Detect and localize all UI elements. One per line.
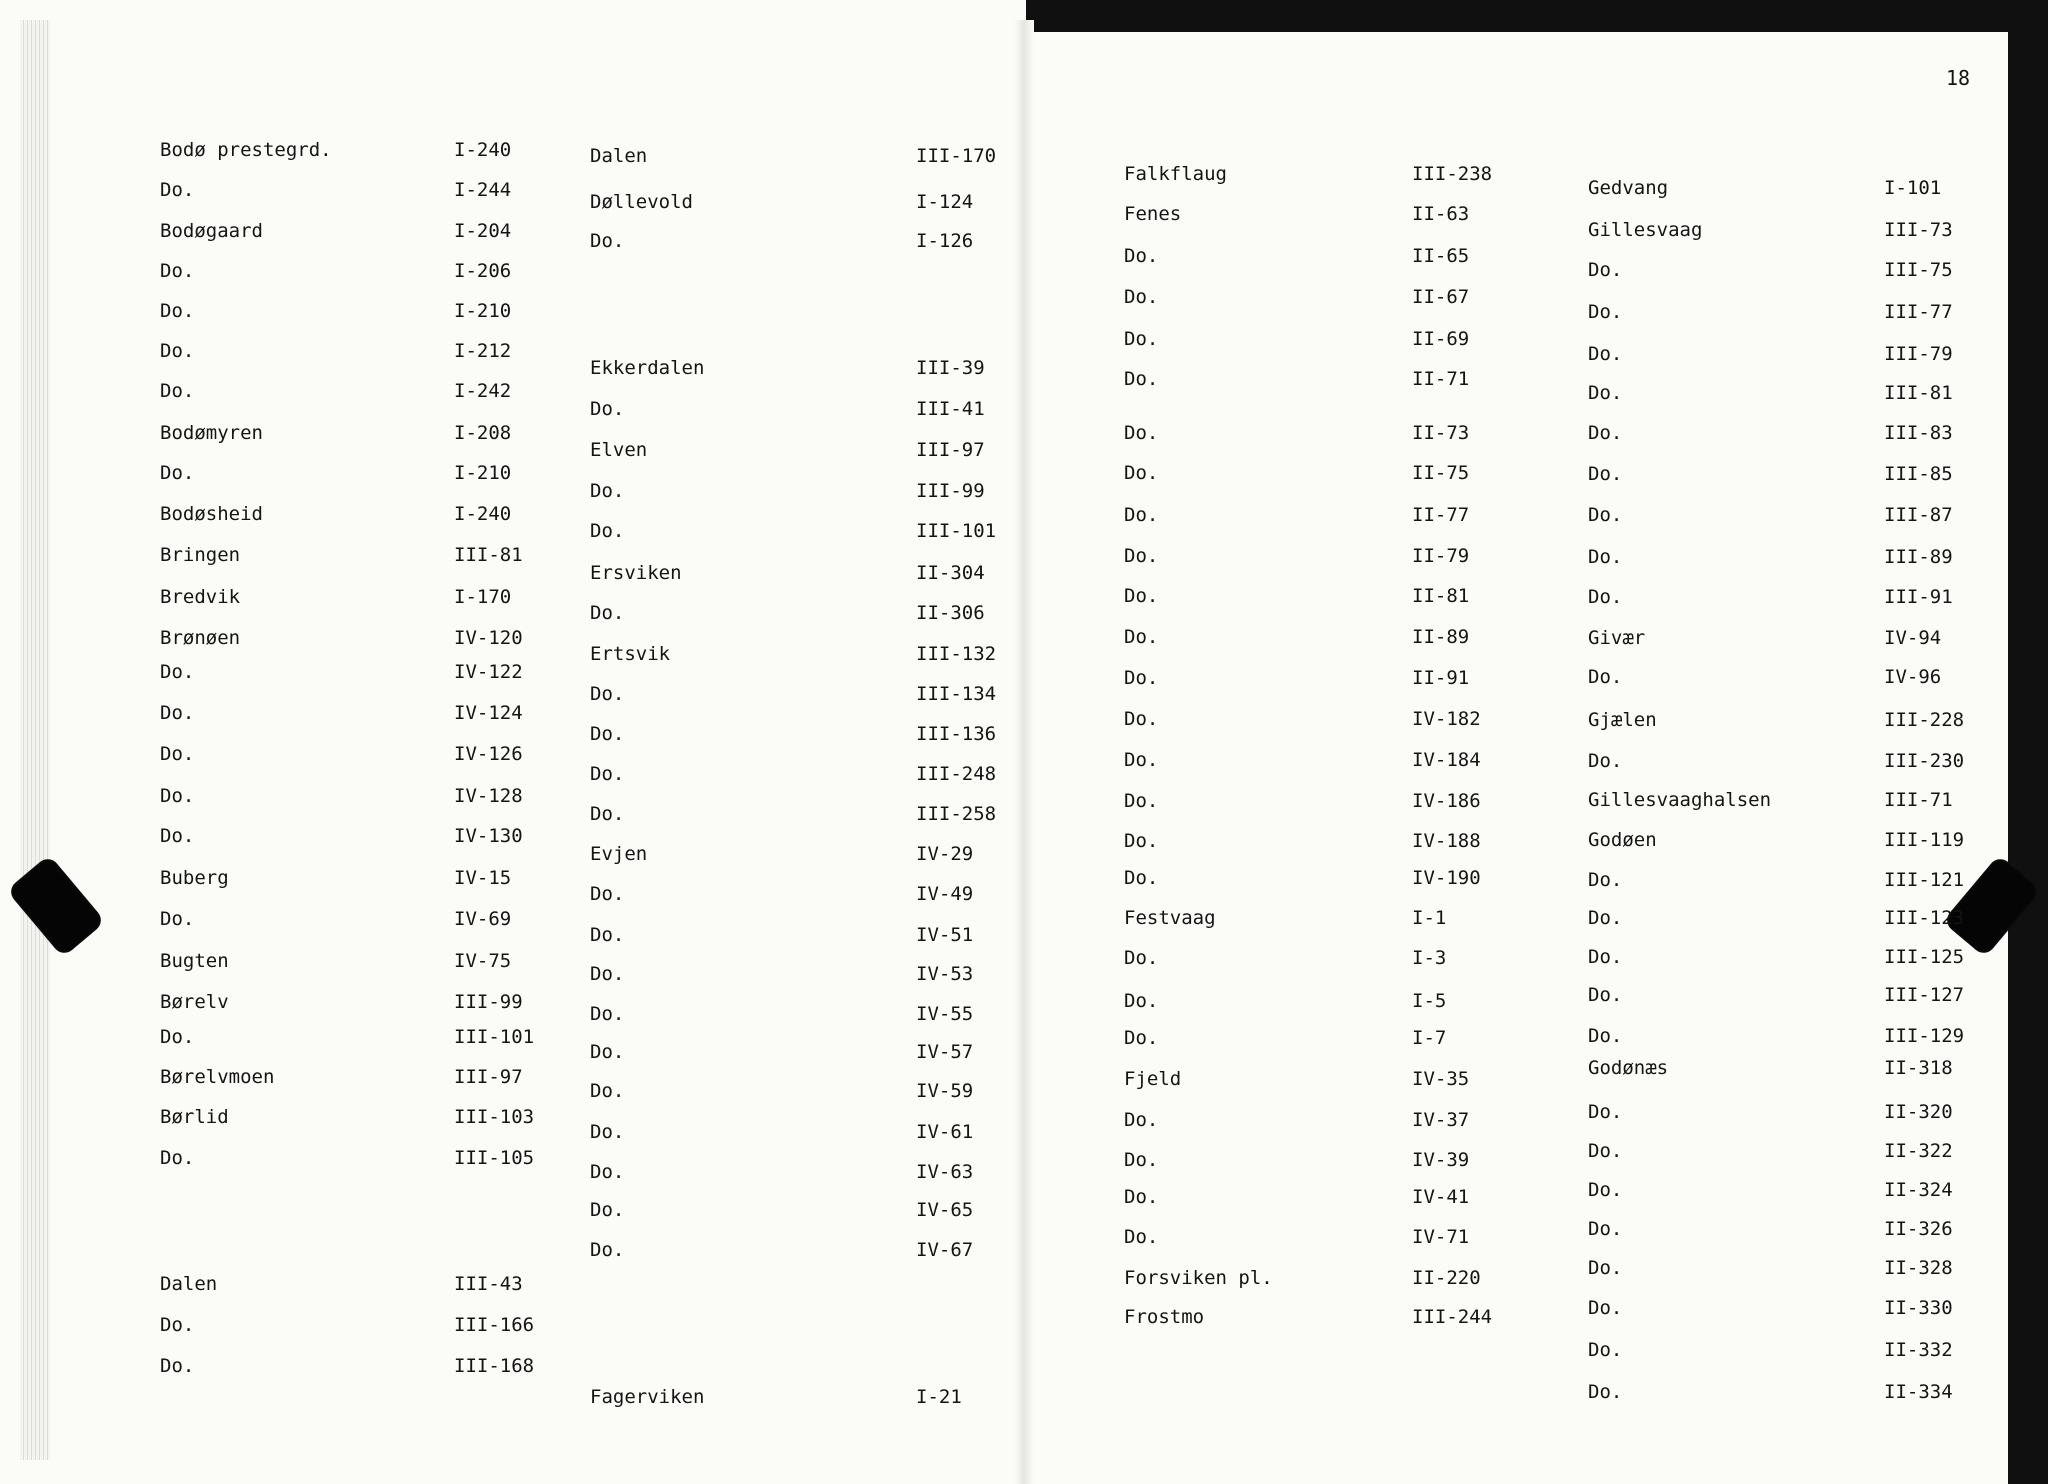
entry-place-name: Fagerviken <box>590 1386 705 1408</box>
entry-place-name: Do. <box>1588 504 1623 526</box>
entry-place-name: Forsviken pl. <box>1124 1267 1273 1289</box>
entry-volume-ref: I-101 <box>1884 177 1942 199</box>
entry-place-name: Do. <box>1124 328 1159 350</box>
entry-place-name: Bringen <box>160 544 241 566</box>
entry-place-name: Do. <box>1588 463 1623 485</box>
entry-place-name: Do. <box>1124 708 1159 730</box>
entry-volume-ref: IV-49 <box>916 883 974 905</box>
entry-place-name: Fenes <box>1124 203 1182 225</box>
entry-place-name: Fjeld <box>1124 1068 1182 1090</box>
entry-place-name: Do. <box>590 1041 625 1063</box>
entry-volume-ref: IV-96 <box>1884 666 1942 688</box>
entry-place-name: Do. <box>1124 1149 1159 1171</box>
entry-place-name: Døllevold <box>590 191 693 213</box>
entry-place-name: Do. <box>1124 1027 1159 1049</box>
entry-place-name: Bodømyren <box>160 422 263 444</box>
entry-place-name: Do. <box>590 230 625 252</box>
entry-volume-ref: IV-63 <box>916 1161 974 1183</box>
entry-place-name: Do. <box>590 1003 625 1025</box>
entry-place-name: Bodø prestegrd. <box>160 139 332 161</box>
entry-place-name: Do. <box>1588 259 1623 281</box>
entry-volume-ref: II-220 <box>1412 1267 1481 1289</box>
entry-place-name: Do. <box>1588 422 1623 444</box>
entry-volume-ref: III-99 <box>454 991 523 1013</box>
entry-volume-ref: III-73 <box>1884 219 1953 241</box>
entry-place-name: Ertsvik <box>590 643 671 665</box>
entry-place-name: Do. <box>1124 286 1159 308</box>
entry-place-name: Do. <box>1124 422 1159 444</box>
entry-volume-ref: III-258 <box>916 803 997 825</box>
entry-volume-ref: III-244 <box>1412 1306 1493 1328</box>
entry-place-name: Do. <box>590 480 625 502</box>
entry-place-name: Do. <box>590 683 625 705</box>
entry-volume-ref: IV-39 <box>1412 1149 1470 1171</box>
entry-volume-ref: II-324 <box>1884 1179 1953 1201</box>
entry-volume-ref: I-210 <box>454 300 512 322</box>
entry-place-name: Ekkerdalen <box>590 357 705 379</box>
entry-place-name: Do. <box>1124 504 1159 526</box>
entry-place-name: Do. <box>590 398 625 420</box>
entry-place-name: Do. <box>590 1199 625 1221</box>
entry-volume-ref: IV-65 <box>916 1199 974 1221</box>
entry-place-name: Do. <box>590 924 625 946</box>
entry-volume-ref: I-212 <box>454 340 512 362</box>
entry-volume-ref: III-121 <box>1884 869 1965 891</box>
entry-place-name: Do. <box>1124 830 1159 852</box>
entry-volume-ref: III-43 <box>454 1273 523 1295</box>
entry-volume-ref: I-240 <box>454 503 512 525</box>
entry-volume-ref: IV-130 <box>454 825 523 847</box>
entry-place-name: Do. <box>1124 990 1159 1012</box>
entry-volume-ref: IV-188 <box>1412 830 1481 852</box>
entry-volume-ref: III-125 <box>1884 946 1965 968</box>
entry-volume-ref: III-230 <box>1884 750 1965 772</box>
entry-place-name: Ersviken <box>590 562 682 584</box>
entry-volume-ref: III-81 <box>1884 382 1953 404</box>
entry-place-name: Do. <box>590 963 625 985</box>
entry-place-name: Do. <box>160 380 195 402</box>
entry-volume-ref: IV-15 <box>454 867 512 889</box>
entry-place-name: Do. <box>1588 382 1623 404</box>
entry-volume-ref: IV-126 <box>454 743 523 765</box>
entry-volume-ref: I-210 <box>454 462 512 484</box>
entry-place-name: Do. <box>1124 626 1159 648</box>
entry-place-name: Do. <box>1588 946 1623 968</box>
entry-volume-ref: IV-120 <box>454 627 523 649</box>
entry-volume-ref: II-67 <box>1412 286 1470 308</box>
entry-place-name: Do. <box>1588 1297 1623 1319</box>
entry-volume-ref: II-79 <box>1412 545 1470 567</box>
entry-place-name: Do. <box>590 1080 625 1102</box>
entry-place-name: Do. <box>1588 1257 1623 1279</box>
entry-volume-ref: III-39 <box>916 357 985 379</box>
entry-place-name: Do. <box>1124 1109 1159 1131</box>
entry-place-name: Do. <box>1124 368 1159 390</box>
entry-volume-ref: II-81 <box>1412 585 1470 607</box>
entry-place-name: Do. <box>160 661 195 683</box>
entry-place-name: Elven <box>590 439 648 461</box>
entry-place-name: Do. <box>1588 1025 1623 1047</box>
entry-volume-ref: III-81 <box>454 544 523 566</box>
entry-volume-ref: III-132 <box>916 643 997 665</box>
entry-place-name: Do. <box>160 1147 195 1169</box>
entry-place-name: Falkflaug <box>1124 163 1227 185</box>
book-spine <box>1014 20 1034 1484</box>
entry-volume-ref: IV-59 <box>916 1080 974 1102</box>
entry-place-name: Do. <box>160 300 195 322</box>
entry-place-name: Do. <box>1588 1381 1623 1403</box>
entry-volume-ref: I-124 <box>916 191 974 213</box>
entry-place-name: Gillesvaag <box>1588 219 1703 241</box>
entry-volume-ref: I-206 <box>454 260 512 282</box>
entry-place-name: Do. <box>160 1026 195 1048</box>
entry-place-name: Festvaag <box>1124 907 1216 929</box>
entry-volume-ref: I-7 <box>1412 1027 1447 1049</box>
entry-place-name: Godønæs <box>1588 1057 1669 1079</box>
entry-volume-ref: IV-71 <box>1412 1226 1470 1248</box>
entry-place-name: Brønøen <box>160 627 241 649</box>
entry-volume-ref: III-101 <box>454 1026 535 1048</box>
entry-volume-ref: IV-67 <box>916 1239 974 1261</box>
entry-place-name: Do. <box>160 908 195 930</box>
entry-volume-ref: II-306 <box>916 602 985 624</box>
entry-place-name: Do. <box>1588 984 1623 1006</box>
entry-volume-ref: III-103 <box>454 1106 535 1128</box>
entry-place-name: Do. <box>590 1161 625 1183</box>
entry-volume-ref: II-326 <box>1884 1218 1953 1240</box>
entry-volume-ref: IV-75 <box>454 950 512 972</box>
entry-volume-ref: II-75 <box>1412 462 1470 484</box>
entry-volume-ref: III-79 <box>1884 343 1953 365</box>
entry-place-name: Dalen <box>160 1273 218 1295</box>
entry-place-name: Do. <box>590 1239 625 1261</box>
entry-place-name: Bugten <box>160 950 229 972</box>
entry-volume-ref: IV-128 <box>454 785 523 807</box>
entry-place-name: Do. <box>1588 1179 1623 1201</box>
entry-place-name: Dalen <box>590 145 648 167</box>
entry-place-name: Do. <box>590 723 625 745</box>
entry-place-name: Børelvmoen <box>160 1066 275 1088</box>
entry-place-name: Do. <box>160 702 195 724</box>
entry-place-name: Do. <box>590 602 625 624</box>
entry-volume-ref: IV-35 <box>1412 1068 1470 1090</box>
entry-place-name: Gjælen <box>1588 709 1657 731</box>
entry-volume-ref: III-85 <box>1884 463 1953 485</box>
entry-place-name: Do. <box>1124 1226 1159 1248</box>
entry-volume-ref: II-65 <box>1412 245 1470 267</box>
entry-place-name: Frostmo <box>1124 1306 1205 1328</box>
entry-place-name: Do. <box>1588 343 1623 365</box>
entry-place-name: Do. <box>160 743 195 765</box>
entry-volume-ref: IV-37 <box>1412 1109 1470 1131</box>
entry-volume-ref: III-83 <box>1884 422 1953 444</box>
entry-volume-ref: II-328 <box>1884 1257 1953 1279</box>
entry-place-name: Do. <box>1588 907 1623 929</box>
entry-volume-ref: III-127 <box>1884 984 1965 1006</box>
entry-place-name: Buberg <box>160 867 229 889</box>
entry-volume-ref: III-75 <box>1884 259 1953 281</box>
entry-volume-ref: III-136 <box>916 723 997 745</box>
entry-volume-ref: II-63 <box>1412 203 1470 225</box>
entry-volume-ref: IV-190 <box>1412 867 1481 889</box>
entry-volume-ref: III-97 <box>916 439 985 461</box>
entry-place-name: Gedvang <box>1588 177 1669 199</box>
entry-place-name: Do. <box>1124 790 1159 812</box>
entry-place-name: Bodøgaard <box>160 220 263 242</box>
entry-volume-ref: III-134 <box>916 683 997 705</box>
entry-place-name: Evjen <box>590 843 648 865</box>
entry-place-name: Do. <box>160 260 195 282</box>
entry-volume-ref: I-5 <box>1412 990 1447 1012</box>
entry-place-name: Do. <box>590 763 625 785</box>
entry-place-name: Do. <box>1588 750 1623 772</box>
entry-volume-ref: III-101 <box>916 520 997 542</box>
entry-volume-ref: II-320 <box>1884 1101 1953 1123</box>
entry-volume-ref: I-126 <box>916 230 974 252</box>
entry-volume-ref: II-318 <box>1884 1057 1953 1079</box>
entry-volume-ref: IV-124 <box>454 702 523 724</box>
entry-volume-ref: III-97 <box>454 1066 523 1088</box>
entry-volume-ref: I-1 <box>1412 907 1447 929</box>
entry-place-name: Børlid <box>160 1106 229 1128</box>
entry-volume-ref: I-242 <box>454 380 512 402</box>
entry-volume-ref: III-71 <box>1884 789 1953 811</box>
entry-volume-ref: III-89 <box>1884 546 1953 568</box>
entry-volume-ref: II-304 <box>916 562 985 584</box>
entry-volume-ref: I-21 <box>916 1386 962 1408</box>
entry-volume-ref: III-41 <box>916 398 985 420</box>
entry-volume-ref: I-208 <box>454 422 512 444</box>
entry-volume-ref: III-170 <box>916 145 997 167</box>
entry-place-name: Bodøsheid <box>160 503 263 525</box>
entry-volume-ref: II-77 <box>1412 504 1470 526</box>
entry-volume-ref: IV-94 <box>1884 627 1942 649</box>
entry-place-name: Bredvik <box>160 586 241 608</box>
entry-place-name: Do. <box>1588 666 1623 688</box>
entry-volume-ref: II-71 <box>1412 368 1470 390</box>
entry-place-name: Do. <box>1588 586 1623 608</box>
entry-place-name: Do. <box>160 825 195 847</box>
entry-volume-ref: II-330 <box>1884 1297 1953 1319</box>
entry-place-name: Do. <box>160 1355 195 1377</box>
entry-place-name: Do. <box>1588 1218 1623 1240</box>
entry-volume-ref: IV-29 <box>916 843 974 865</box>
entry-volume-ref: IV-41 <box>1412 1186 1470 1208</box>
entry-volume-ref: II-91 <box>1412 667 1470 689</box>
entry-volume-ref: I-3 <box>1412 947 1447 969</box>
entry-volume-ref: IV-69 <box>454 908 512 930</box>
entry-place-name: Do. <box>1124 245 1159 267</box>
entry-volume-ref: II-73 <box>1412 422 1470 444</box>
entry-place-name: Do. <box>160 1314 195 1336</box>
entry-volume-ref: IV-55 <box>916 1003 974 1025</box>
entry-place-name: Do. <box>160 340 195 362</box>
entry-place-name: Godøen <box>1588 829 1657 851</box>
entry-volume-ref: III-238 <box>1412 163 1493 185</box>
entry-place-name: Do. <box>160 179 195 201</box>
entry-place-name: Do. <box>160 462 195 484</box>
entry-volume-ref: IV-182 <box>1412 708 1481 730</box>
entry-volume-ref: II-334 <box>1884 1381 1953 1403</box>
entry-volume-ref: I-170 <box>454 586 512 608</box>
page-number: 18 <box>1946 66 1971 90</box>
entry-place-name: Givær <box>1588 627 1646 649</box>
entry-place-name: Do. <box>1124 545 1159 567</box>
entry-volume-ref: IV-57 <box>916 1041 974 1063</box>
entry-volume-ref: II-69 <box>1412 328 1470 350</box>
entry-volume-ref: I-244 <box>454 179 512 201</box>
page-edge-stack <box>20 20 50 1460</box>
entry-place-name: Gillesvaaghalsen <box>1588 789 1772 811</box>
entry-volume-ref: IV-61 <box>916 1121 974 1143</box>
entry-volume-ref: III-119 <box>1884 829 1965 851</box>
entry-volume-ref: III-123 <box>1884 907 1965 929</box>
entry-place-name: Do. <box>1588 546 1623 568</box>
entry-volume-ref: III-105 <box>454 1147 535 1169</box>
entry-volume-ref: IV-184 <box>1412 749 1481 771</box>
entry-volume-ref: III-166 <box>454 1314 535 1336</box>
entry-place-name: Do. <box>1124 1186 1159 1208</box>
entry-place-name: Do. <box>590 883 625 905</box>
entry-place-name: Do. <box>1588 869 1623 891</box>
entry-place-name: Do. <box>590 520 625 542</box>
entry-place-name: Do. <box>1124 867 1159 889</box>
entry-volume-ref: IV-186 <box>1412 790 1481 812</box>
entry-place-name: Do. <box>1124 667 1159 689</box>
entry-volume-ref: III-228 <box>1884 709 1965 731</box>
entry-place-name: Do. <box>160 785 195 807</box>
entry-volume-ref: II-332 <box>1884 1339 1953 1361</box>
entry-place-name: Børelv <box>160 991 229 1013</box>
entry-volume-ref: I-240 <box>454 139 512 161</box>
entry-volume-ref: III-91 <box>1884 586 1953 608</box>
entry-volume-ref: III-129 <box>1884 1025 1965 1047</box>
entry-place-name: Do. <box>1588 1140 1623 1162</box>
entry-volume-ref: IV-122 <box>454 661 523 683</box>
entry-volume-ref: II-89 <box>1412 626 1470 648</box>
entry-volume-ref: III-99 <box>916 480 985 502</box>
entry-place-name: Do. <box>590 803 625 825</box>
entry-place-name: Do. <box>1588 1339 1623 1361</box>
entry-place-name: Do. <box>590 1121 625 1143</box>
entry-place-name: Do. <box>1124 462 1159 484</box>
entry-place-name: Do. <box>1124 585 1159 607</box>
entry-volume-ref: III-168 <box>454 1355 535 1377</box>
entry-place-name: Do. <box>1588 1101 1623 1123</box>
entry-volume-ref: III-248 <box>916 763 997 785</box>
entry-volume-ref: III-77 <box>1884 301 1953 323</box>
entry-place-name: Do. <box>1124 749 1159 771</box>
entry-volume-ref: IV-51 <box>916 924 974 946</box>
entry-volume-ref: III-87 <box>1884 504 1953 526</box>
entry-place-name: Do. <box>1124 947 1159 969</box>
entry-volume-ref: II-322 <box>1884 1140 1953 1162</box>
entry-place-name: Do. <box>1588 301 1623 323</box>
entry-volume-ref: I-204 <box>454 220 512 242</box>
entry-volume-ref: IV-53 <box>916 963 974 985</box>
